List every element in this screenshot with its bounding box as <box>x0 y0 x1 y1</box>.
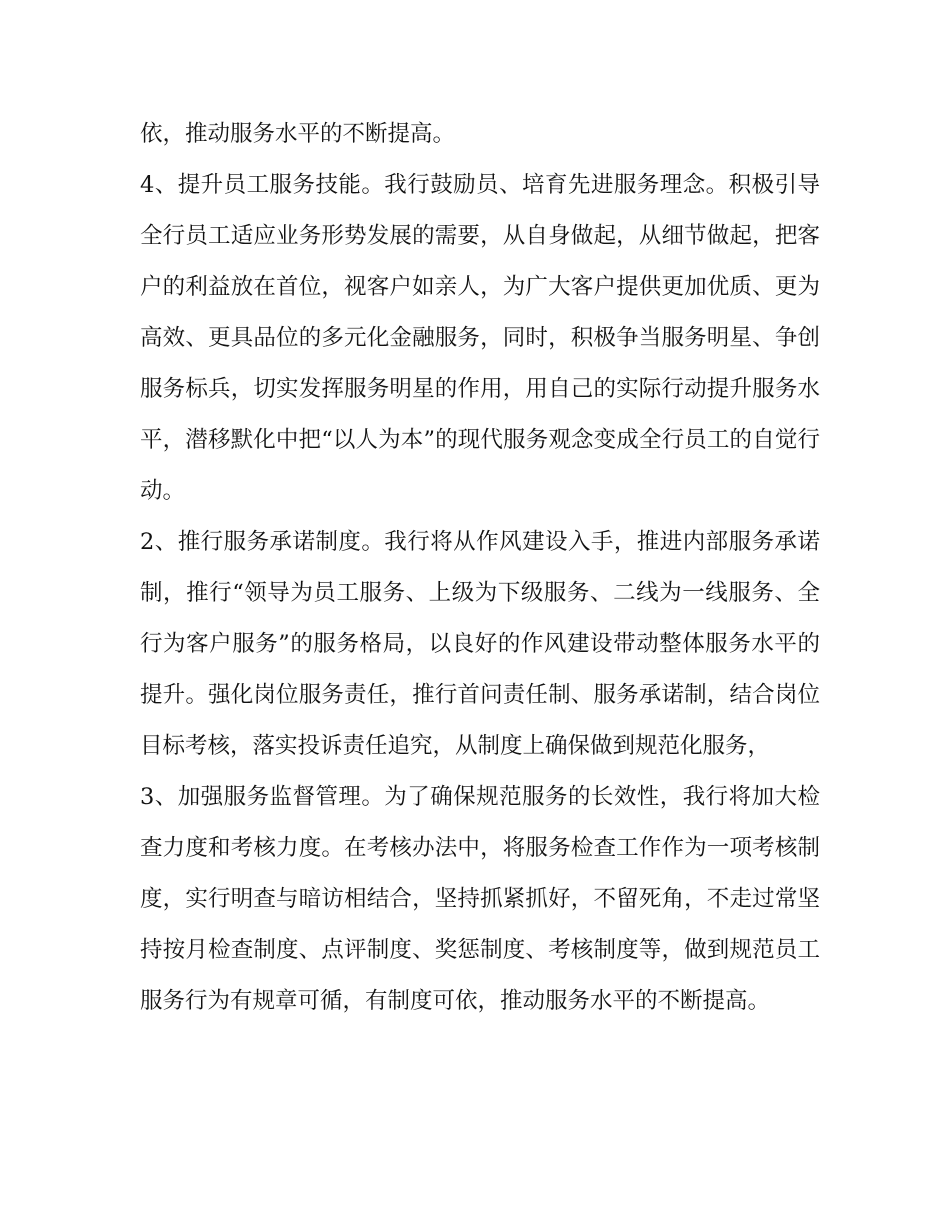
document-body <box>140 109 820 1027</box>
paragraph-item-2: 2、推行服务承诺制度。我行将从作风建设入手，推进内部服务承诺制，推行“领导为员工服务、上级为下级服务、二线为一线服务、全行为客户服务”的服务格局，以良好的作风建设带动整体服务水平的提升。强化岗位服务责任，推行首问责任制、服务承诺制，结合岗位目标考核，落实投诉责任追究，从制度上确保做到规范化服务， <box>140 529 820 759</box>
paragraph-item-4: 4、提升员工服务技能。我行鼓励员、培育先进服务理念。积极引导全行员工适应业务形势发展的需要，从自身做起，从细节做起，把客户的利益放在首位，视客户如亲人，为广大客户提供更加优质、更为高效、更具品位的多元化金融服务，同时，积极争当服务明星、争创服务标兵，切实发挥服务明星的作用，用自己的实际行动提升服务水平，潜移默化中把“以人为本”的现代服务观念变成全行员工的自觉行动。 <box>140 172 820 504</box>
paragraph-continuation: 依，推动服务水平的不断提高。 <box>140 121 456 147</box>
paragraph-item-3: 3、加强服务监督管理。为了确保规范服务的长效性，我行将加大检查力度和考核力度。在考核办法中，将服务检查工作作为一项考核制度，实行明查与暗访相结合，坚持抓紧抓好，不留死角，不走过常坚持按月检查制度、点评制度、奖惩制度、考核制度等，做到规范员工服务行为有规章可循，有制度可依，推动服务水平的不断提高。 <box>140 784 820 1014</box>
